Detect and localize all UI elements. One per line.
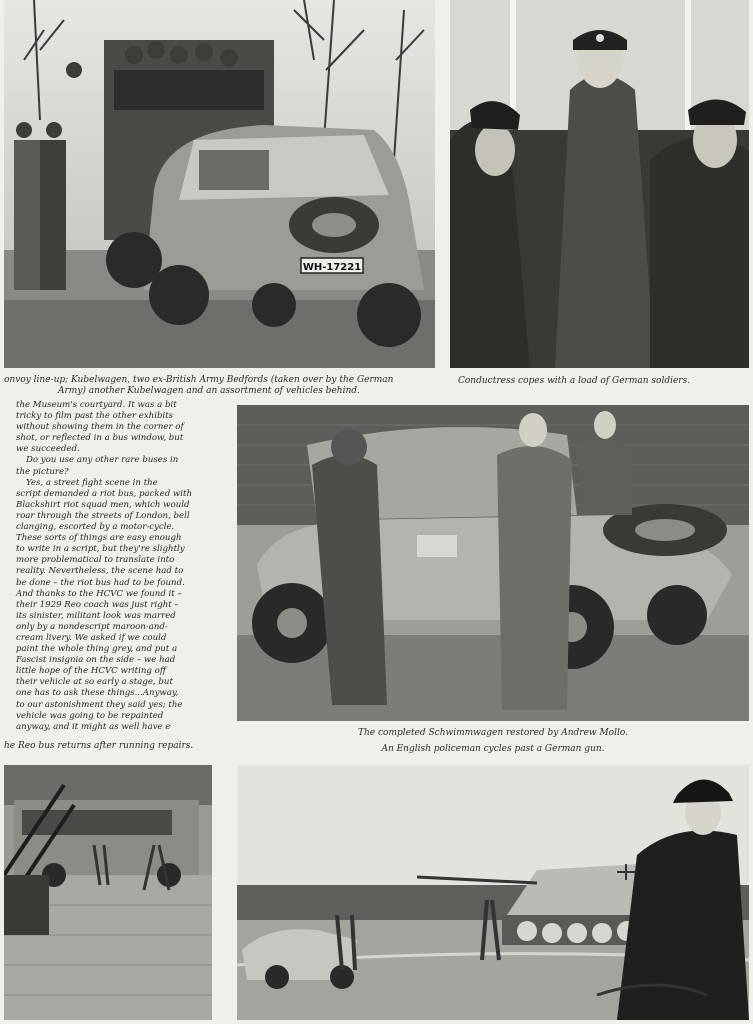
article-line: anyway, and it might as well have e bbox=[16, 721, 171, 732]
article-line: Yes, a street fight scene in the bbox=[26, 477, 158, 488]
article-line: cream livery. We asked if we could bbox=[16, 632, 167, 643]
caption-conductress: Conductress copes with a load of German soldiers. bbox=[458, 376, 691, 386]
article-line: their 1929 Reo coach was just right – bbox=[16, 599, 179, 610]
article-line: their vehicle at so early a stage, but bbox=[16, 677, 173, 688]
caption-convoy-line-2: Army) another Kubelwagen and an assortment of vehicles behind. bbox=[58, 386, 360, 396]
article-line: vehicle was going to be repainted bbox=[16, 710, 164, 721]
caption-reo-bus: he Reo bus returns after running repairs. bbox=[4, 741, 194, 751]
article-line: the Museum's courtyard. It was a bit bbox=[16, 400, 177, 410]
article-line: roar through the streets of London, bell bbox=[16, 510, 190, 521]
article-line: script demanded a riot bus, packed with bbox=[16, 488, 193, 499]
article-line: clanging, escorted by a motor-cycle. bbox=[16, 522, 175, 533]
article-line: the picture? bbox=[16, 466, 69, 477]
article-line: only by a nondescript maroon-and- bbox=[16, 621, 168, 632]
article-line: little hope of the HCVC writing off bbox=[16, 666, 166, 677]
photo-reo-bus bbox=[4, 765, 212, 1020]
article-line: we succeeded. bbox=[16, 444, 80, 455]
photo-conductress bbox=[450, 0, 749, 368]
article-line: And thanks to the HCVC we found it – bbox=[16, 588, 182, 599]
photo-schwimmwagen bbox=[237, 405, 749, 721]
article-line: its sinister, militant look was marred bbox=[16, 610, 176, 621]
caption-policeman: An English policeman cycles past a German gun. bbox=[381, 744, 605, 754]
article-line: shot, or reflected in a bus window, but bbox=[16, 433, 184, 444]
photo-convoy-lineup bbox=[4, 0, 435, 368]
article-line: Do you use any other rare buses in bbox=[26, 455, 179, 466]
article-line: to our astonishment they said yes; the bbox=[16, 699, 183, 710]
article-line: more problematical to translate into bbox=[16, 555, 175, 566]
article-line: tricky to film past the other exhibits bbox=[16, 411, 174, 422]
article-line: be done – the riot bus had to be found. bbox=[16, 577, 185, 588]
article-text bbox=[16, 400, 234, 733]
article-line: to write in a script, but they're slightly bbox=[16, 544, 185, 555]
article-line: paint the whole thing grey, and put a bbox=[16, 644, 178, 655]
article-line: Blackshirt riot squad men, which would bbox=[16, 499, 190, 510]
article-line: These sorts of things are easy enough bbox=[16, 533, 182, 544]
article-line: without showing them in the corner of bbox=[16, 422, 184, 433]
article-line: Fascist insignia on the side – we had bbox=[16, 655, 176, 666]
article-line: reality. Nevertheless, the scene had to bbox=[16, 566, 184, 577]
photo-policeman-german-gun bbox=[237, 765, 749, 1020]
number-plate-text: WH-17221 bbox=[302, 262, 362, 273]
caption-convoy-line-1: onvoy line-up; Kubelwagen, two ex-British Army Bedfords (taken over by the German bbox=[4, 375, 394, 385]
caption-schwimmwagen: The completed Schwimmwagen restored by Andrew Mollo. bbox=[358, 728, 628, 738]
article-line: one has to ask these things...Anyway, bbox=[16, 688, 179, 699]
